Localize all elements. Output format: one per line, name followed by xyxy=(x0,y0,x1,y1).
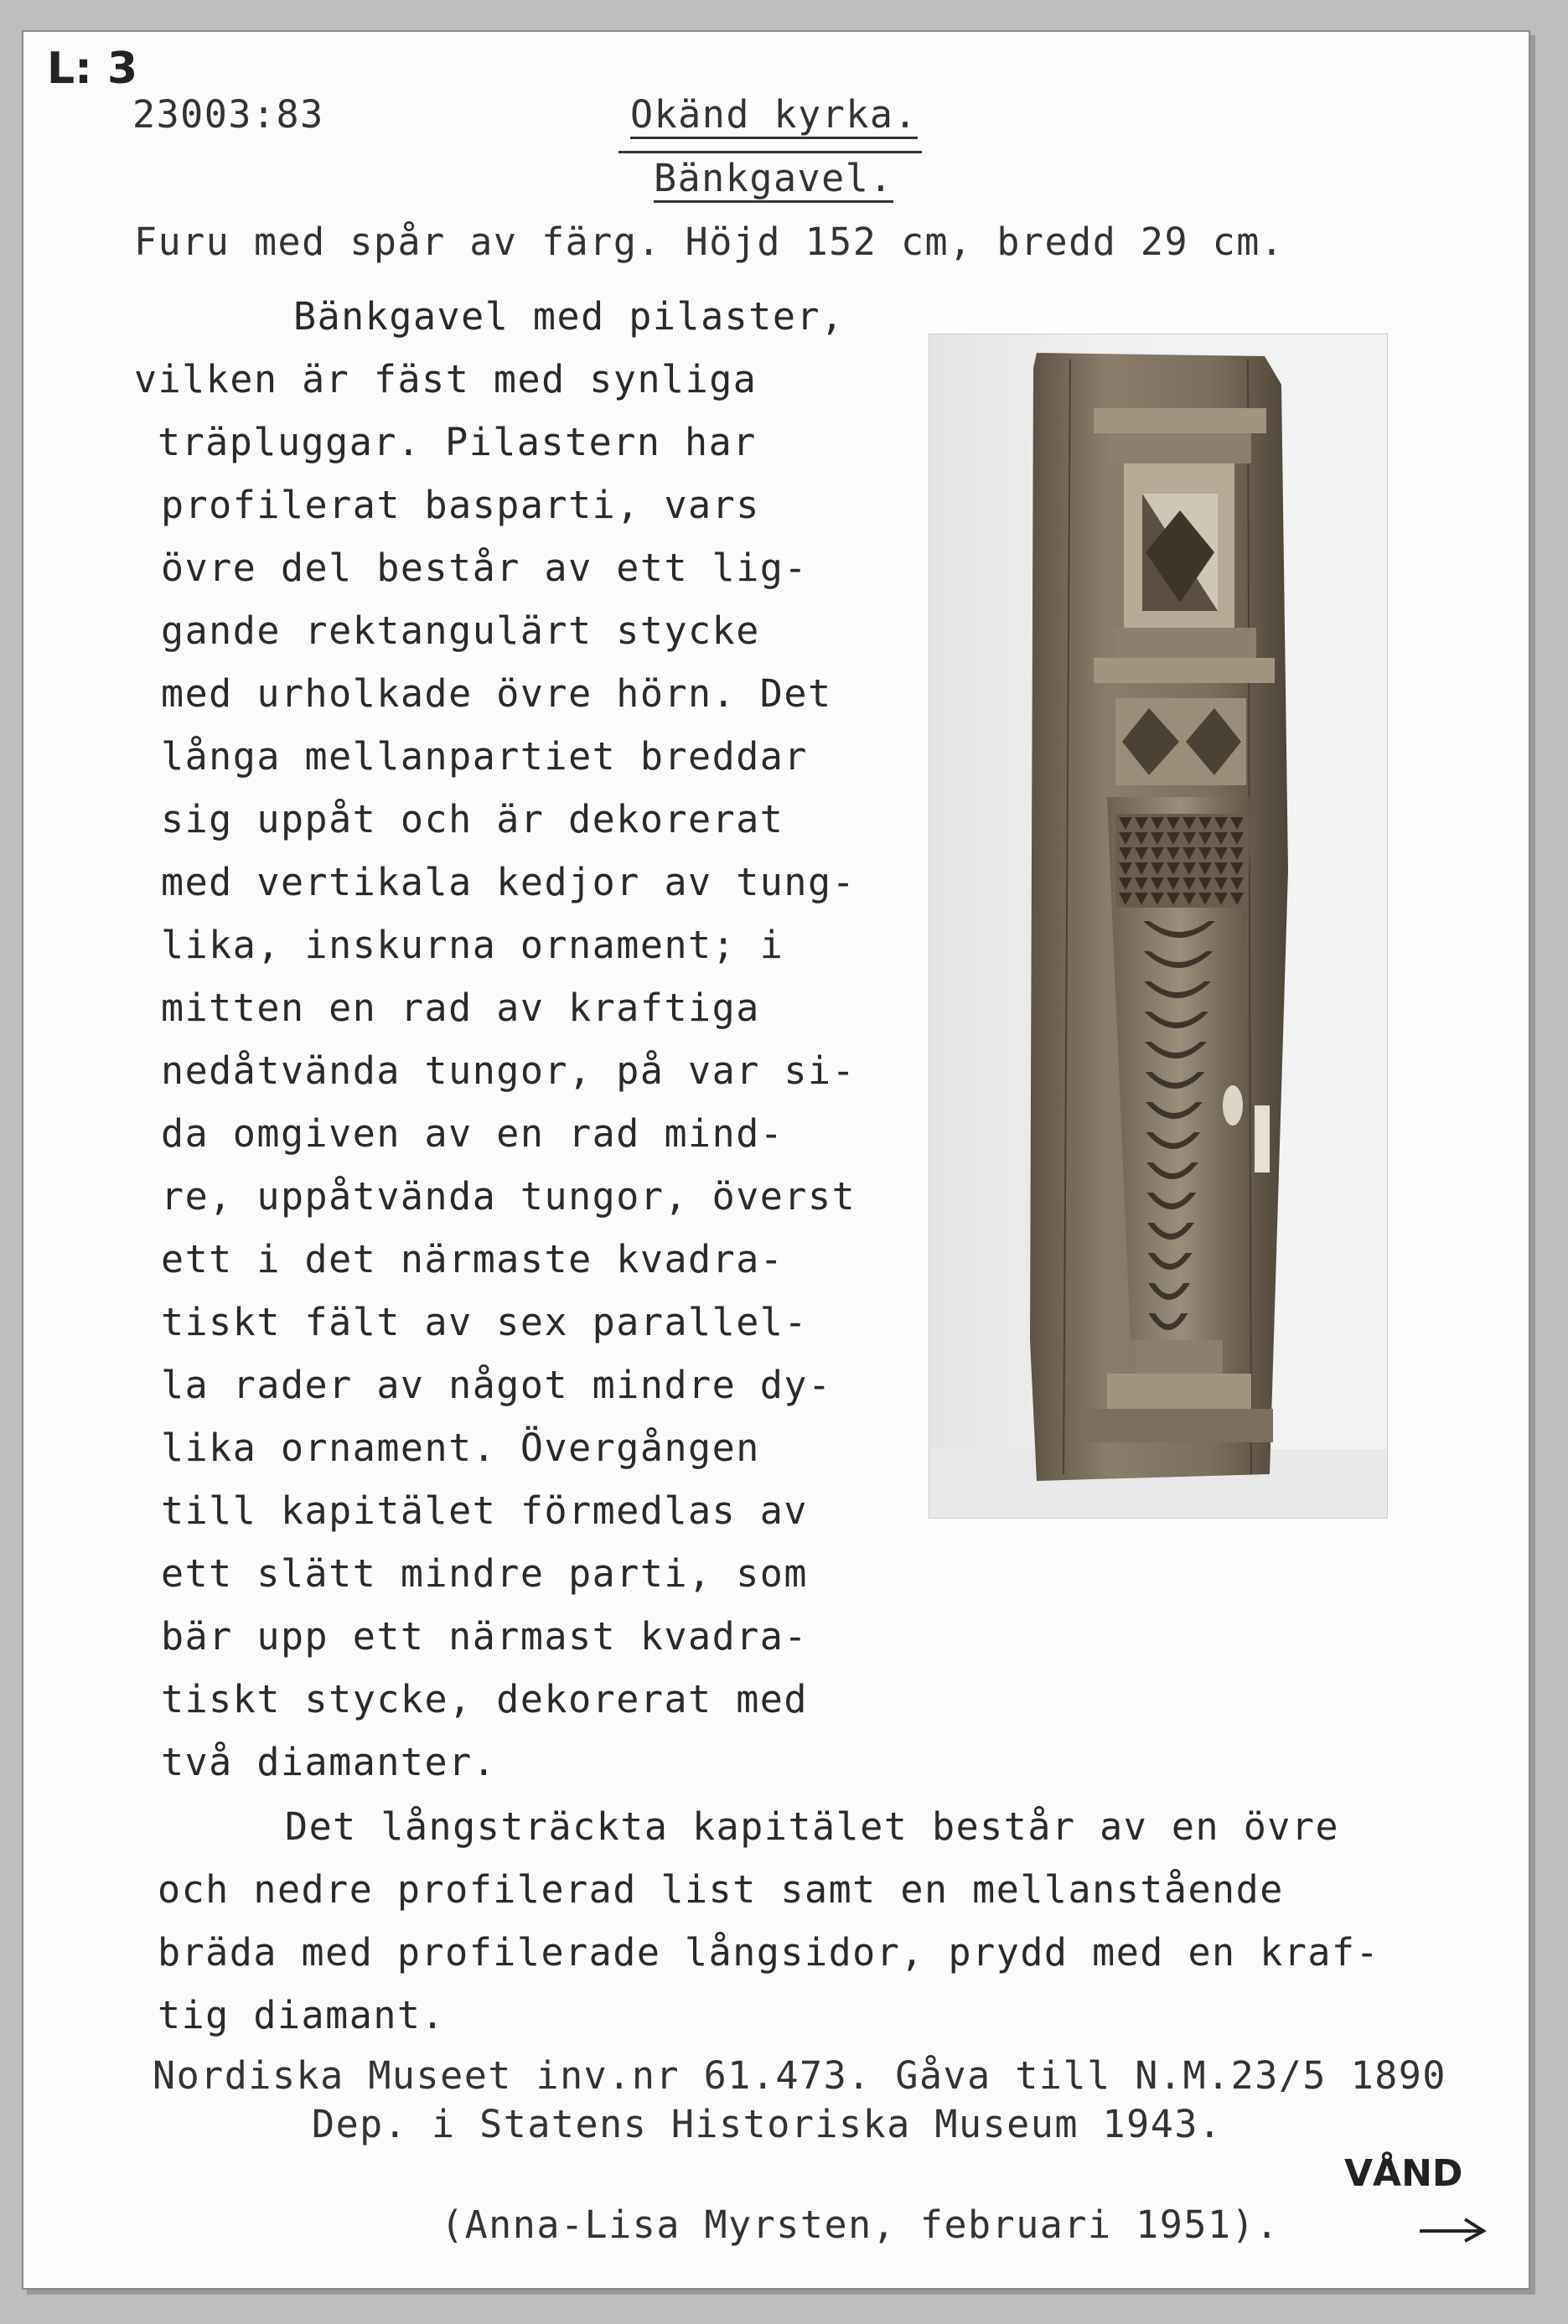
capital-line: Det långsträckta kapitälet består av en övre xyxy=(285,1804,1340,1849)
description-line: re, uppåtvända tungor, överst xyxy=(161,1174,856,1219)
description-line: ett slätt mindre parti, som xyxy=(161,1551,808,1596)
summary-line: Furu med spår av färg. Höjd 152 cm, bredd 29 cm. xyxy=(134,220,1285,264)
description-line: vilken är fäst med synliga xyxy=(134,357,758,401)
capital-line: tig diamant. xyxy=(158,1993,446,2037)
description-line: med vertikala kedjor av tung- xyxy=(161,860,856,904)
description-line: la rader av något mindre dy- xyxy=(161,1363,832,1407)
carved-bench-end-illustration xyxy=(929,334,1387,1518)
description-line: med urholkade övre hörn. Det xyxy=(161,671,832,716)
description-line: träpluggar. Pilastern har xyxy=(158,420,757,464)
description-line: da omgiven av en rad mind- xyxy=(161,1111,784,1156)
location-title-text: Okänd kyrka. xyxy=(630,92,918,139)
turn-arrow-icon xyxy=(1416,2213,1492,2246)
turn-over-note: VÅND xyxy=(1344,2152,1463,2195)
author-line: (Anna-Lisa Myrsten, februari 1951). xyxy=(441,2202,1280,2247)
object-title xyxy=(654,156,893,200)
description-line: Bänkgavel med pilaster, xyxy=(293,294,845,339)
title-rule xyxy=(618,151,922,153)
description-line: bär upp ett närmast kvadra- xyxy=(161,1614,808,1659)
inventory-code: 23003:83 xyxy=(132,92,324,137)
description-line: mitten en rad av kraftiga xyxy=(161,986,760,1030)
description-line: lika ornament. Övergången xyxy=(161,1426,760,1470)
description-line: tiskt fält av sex parallel- xyxy=(161,1300,808,1344)
description-line: till kapitälet förmedlas av xyxy=(161,1488,808,1533)
provenance-line: Nordiska Museet inv.nr 61.473. Gåva till N.M.23/5 1890 xyxy=(153,2053,1446,2098)
description-line: nedåtvända tungor, på var si- xyxy=(161,1048,856,1093)
location-title xyxy=(630,92,918,137)
description-text xyxy=(134,285,905,1793)
bench-end-photo xyxy=(929,334,1388,1519)
corner-mark: L: 3 xyxy=(47,44,138,94)
description-line: sig uppåt och är dekorerat xyxy=(161,797,784,841)
object-title-text: Bänkgavel. xyxy=(654,156,893,203)
description-line: övre del består av ett lig- xyxy=(161,546,808,590)
capital-paragraph xyxy=(158,1795,1379,2047)
description-line: profilerat basparti, vars xyxy=(161,483,760,527)
description-line: tiskt stycke, dekorerat med xyxy=(161,1677,808,1721)
deposit-line: Dep. i Statens Historiska Museum 1943. xyxy=(312,2102,1223,2146)
description-line: gande rektangulärt stycke xyxy=(161,608,760,653)
description-line: lika, inskurna ornament; i xyxy=(161,923,784,967)
capital-line: bräda med profilerade långsidor, prydd med en kraf- xyxy=(158,1930,1380,1975)
description-line: två diamanter. xyxy=(161,1740,497,1784)
capital-line: och nedre profilerad list samt en mellanstående xyxy=(158,1867,1284,1912)
description-line: ett i det närmaste kvadra- xyxy=(161,1237,784,1281)
description-line: långa mellanpartiet breddar xyxy=(161,734,808,779)
